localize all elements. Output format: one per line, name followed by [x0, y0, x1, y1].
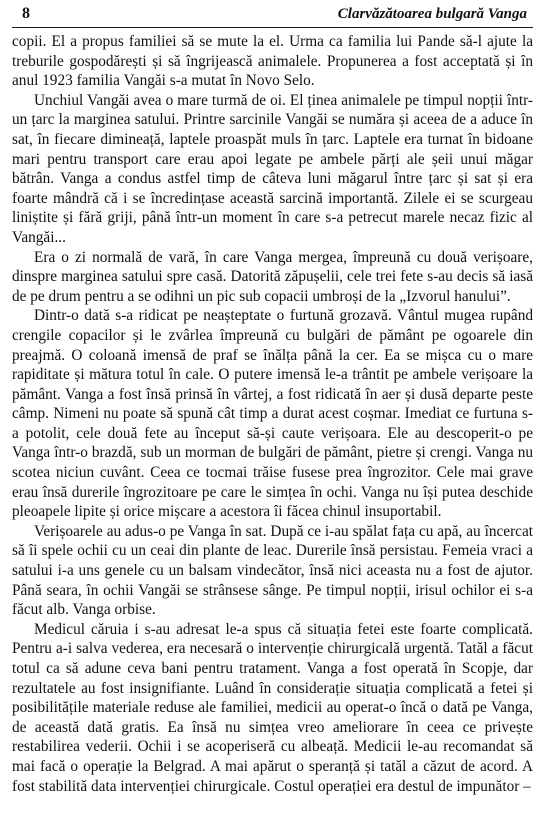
page-number: 8 — [22, 5, 30, 22]
paragraph: copii. El a propus familiei să se mute la el. Urma ca familia lui Pande să-l ajute la treburile gospodărești și să îngrijească animalele. Propunerea a fost acceptată și în anul 1923 familia Vangăi s-a mutat în Novo Selo. — [12, 33, 533, 90]
page-header — [12, 0, 533, 28]
running-title: Clarvăzătoarea bulgară Vanga — [337, 6, 527, 22]
paragraph: Verișoarele au adus-o pe Vanga în sat. După ce i-au spălat fața cu apă, au încercat să îi spele ochii cu un ceai din plante de leac. Durerile însă persistau. Femeia vraci a satului i-a uns genele cu un balsam vindecător, însă nici aceasta nu a fost de ajutor. Până seara, în ochii Vangăi se strânsese sânge. Pe timpul nopții, irisul ochilor ei s-a făcut alb. Vanga orbise. — [12, 522, 533, 619]
paragraph: Medicul căruia i s-au adresat le-a spus că situația fetei este foarte complicată. Pentru a-i salva vederea, era necesară o intervenție chirurgicală urgentă. Tatăl a făcut totul ca să adune ceva bani pentru tratament. Vanga a fost operată în Scopje, dar rezultatele au fost insignifiante. Luând în considerație situația complicată a fetei și posibilitățile materiale reduse ale familiei, medicii au operat-o încă o dată pe Vanga, de această dată gratis. Ea însă nu simțea vreo ameliorare în ceea ce privește restabilirea vederii. Ochii i se acoperiseră cu albeață. Medicii le-au recomandat să mai facă o operație la Belgrad. A mai apărut o speranță și tatăl a căzut de acord. A fost stabilită data intervenției chirurgicale. Costul operației era destul de impunător – — [12, 620, 533, 795]
body-text — [12, 32, 533, 796]
paragraph: Unchiul Vangăi avea o mare turmă de oi. El ținea animalele pe timpul nopții într-un țarc la marginea satului. Printre sarcinile Vangăi se număra și aceea de a aduce în sat, în fiecare dimineață, laptele proaspăt muls în țarc. Laptele era turnat în bidoane mari pentru transport care erau apoi legate pe ambele părți ale șeii unui măgar bătrân. Vanga a condus astfel timp de câteva luni măgarul între țarc și sat și era foarte mândră că i se încredințase această sarcină importantă. Zilele ei se scurgeau liniștite și fără griji, până într-un moment în care s-a petrecut marele necaz fizic al Vangăi... — [12, 91, 533, 246]
paragraph: Era o zi normală de vară, în care Vanga mergea, împreună cu două verișoare, dinspre marginea satului spre casă. Datorită zăpușelii, cele trei fete s-au decis să iasă de pe drum pentru a se odihni un pic sub copacii umbroși de la „Izvorul hanului”. — [12, 248, 533, 305]
paragraph: Dintr-o dată s-a ridicat pe neașteptate o furtună grozavă. Vântul mugea rupând crengile copacilor și le zvârlea împreună cu bulgări de pământ pe ogoarele din preajmă. O coloană imensă de praf se înălța până la cer. Ea se mișca cu o mare rapiditate și mătura totul în cale. O putere imensă le-a trântit pe ambele verișoare la pământ. Vanga a fost însă prinsă în vârtej, a fost ridicată în aer și dusă departe peste câmp. Nimeni nu poate să spună cât timp a durat acest coșmar. Imediat ce furtuna s-a potolit, cele două fete au început să-și caute verișoara. Ele au descoperit-o pe Vanga într-o brazdă, sub un morman de bulgări de pământ, pietre și crengi. Vanga nu scotea niciun cuvânt. Ceea ce tocmai trăise fusese prea îngrozitor. Cele mai grave erau însă durerile îngrozitoare pe care le simțea în ochi. Vanga nu își putea deschide pleoapele lipite și orice mișcare a acestora îi făcea chinul insuportabil. — [12, 307, 533, 521]
